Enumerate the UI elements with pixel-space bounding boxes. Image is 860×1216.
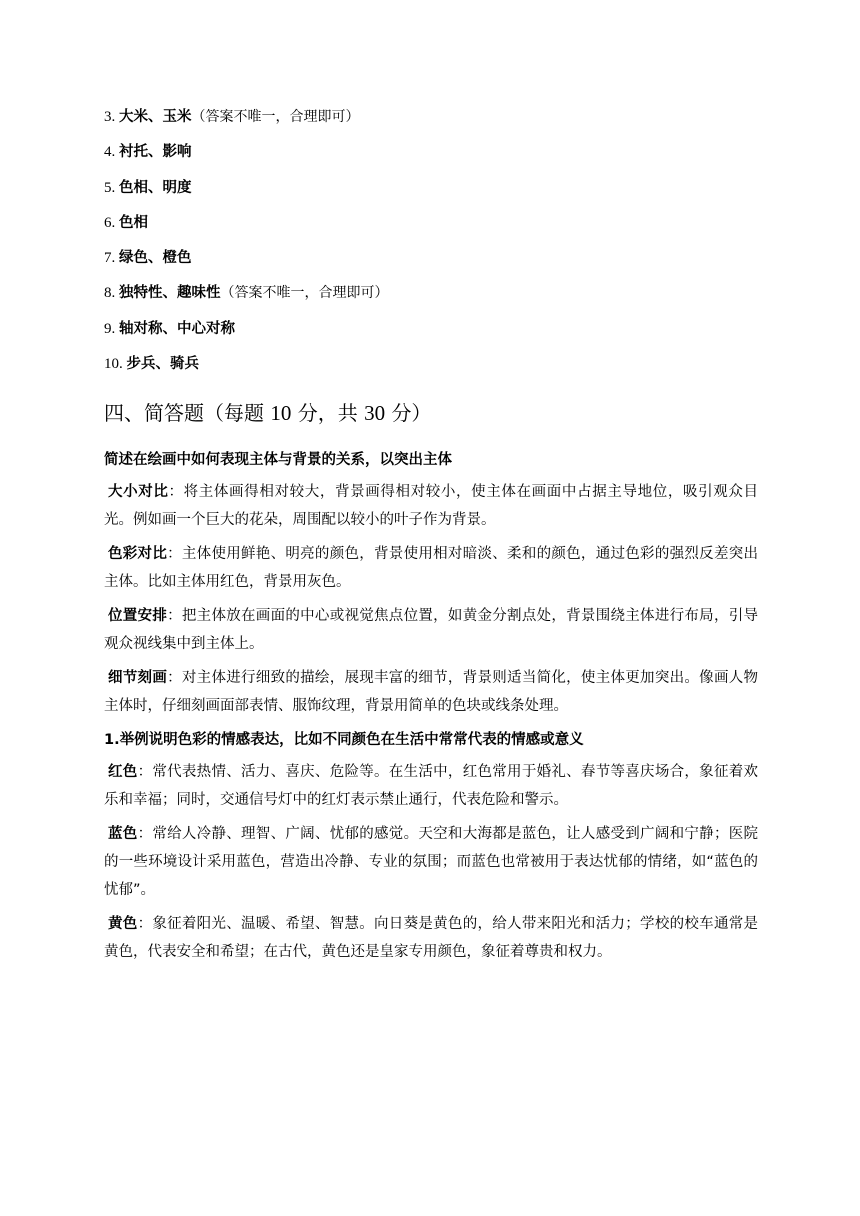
answer-list [104, 104, 389, 386]
question-heading: 1.举例说明色彩的情感表达，比如不同颜色在生活中常常代表的情感或意义 [104, 732, 584, 748]
answer-paragraph [104, 758, 758, 814]
point-label: 黄色 [108, 916, 138, 932]
answer-text: 独特性、趣味性 [119, 285, 221, 302]
answer-text: 绿色、橙色 [119, 250, 192, 267]
section-title-prefix: 四、简答题（每题 [104, 401, 264, 425]
point-text: ：象征着阳光、温暖、希望、智慧。向日葵是黄色的，给人带来阳光和活力；学校的校车通常是黄色，代表安全和希望；在古代，黄色还是皇家专用颜色，象征着尊贵和权力。 [104, 916, 759, 960]
answer-paragraph [104, 664, 758, 720]
answer-text: 色相 [119, 214, 148, 231]
point-text: ：对主体进行细致的描绘，展现丰富的细节，背景则适当简化，使主体更加突出。像画人物主体时，仔细刻画面部表情、服饰纹理，背景用简单的色块或线条处理。 [104, 670, 759, 714]
point-label: 蓝色 [108, 826, 138, 842]
answer-paragraph [104, 540, 758, 596]
answer-number: 8. [104, 285, 119, 302]
answer-number: 9. [104, 320, 119, 337]
section-title-mid: 分，共 [297, 401, 358, 425]
question-heading: 简述在绘画中如何表现主体与背景的关系，以突出主体 [104, 452, 452, 468]
answer-paragraph [104, 602, 758, 658]
section-score-each: 10 [270, 401, 292, 425]
answer-paragraph [104, 820, 758, 904]
point-label: 位置安排 [108, 608, 168, 624]
answer-paragraph [104, 478, 758, 534]
section-score-total: 30 [364, 401, 386, 425]
answer-paragraph [104, 910, 758, 966]
point-label: 色彩对比 [108, 546, 168, 562]
answer-line [104, 175, 389, 210]
answer-number: 5. [104, 179, 119, 196]
point-text: ：把主体放在画面的中心或视觉焦点位置，如黄金分割点处，背景围绕主体进行布局，引导观众视线集中到主体上。 [104, 608, 759, 652]
answer-number: 7. [104, 250, 119, 267]
point-text: ：常代表热情、活力、喜庆、危险等。在生活中，红色常用于婚礼、春节等喜庆场合，象征着欢乐和幸福；同时，交通信号灯中的红灯表示禁止通行，代表危险和警示。 [104, 764, 759, 808]
answer-text: 步兵、骑兵 [126, 356, 199, 373]
answer-number: 3. [104, 109, 119, 125]
answer-number: 6. [104, 214, 119, 231]
answer-line [104, 316, 389, 351]
point-text: ：将主体画得相对较大，背景画得相对较小，使主体在画面中占据主导地位，吸引观众目光。例如画一个巨大的花朵，周围配以较小的叶子作为背景。 [104, 484, 759, 528]
section-title [104, 398, 431, 428]
answer-line [104, 280, 389, 315]
answer-line [104, 139, 389, 174]
answer-line [104, 210, 389, 245]
point-label: 大小对比 [108, 484, 169, 500]
point-text: ：常给人冷静、理智、广阔、忧郁的感觉。天空和大海都是蓝色，让人感受到广阔和宁静；医院的一些环境设计采用蓝色，营造出冷静、专业的氛围；而蓝色也常被用于表达忧郁的情绪，如“蓝色的忧郁”。 [104, 826, 759, 898]
answer-number: 10. [104, 356, 127, 373]
answer-text: 色相、明度 [119, 179, 192, 196]
answer-text: 衬托、影响 [119, 144, 192, 161]
answer-text: 轴对称、中心对称 [119, 320, 235, 337]
answer-note: （答案不唯一，合理即可） [191, 109, 360, 125]
answer-content [104, 446, 758, 972]
answer-number: 4. [104, 144, 119, 161]
answer-line [104, 104, 389, 139]
point-text: ：主体使用鲜艳、明亮的颜色，背景使用相对暗淡、柔和的颜色，通过色彩的强烈反差突出主体。比如主体用红色，背景用灰色。 [104, 546, 759, 590]
answer-line [104, 245, 389, 280]
point-label: 细节刻画 [108, 670, 168, 686]
point-label: 红色 [108, 764, 138, 780]
section-title-suffix: 分） [391, 401, 432, 425]
answer-note: （答案不唯一，合理即可） [220, 285, 389, 302]
answer-line [104, 351, 389, 386]
answer-text: 大米、玉米 [119, 109, 192, 125]
